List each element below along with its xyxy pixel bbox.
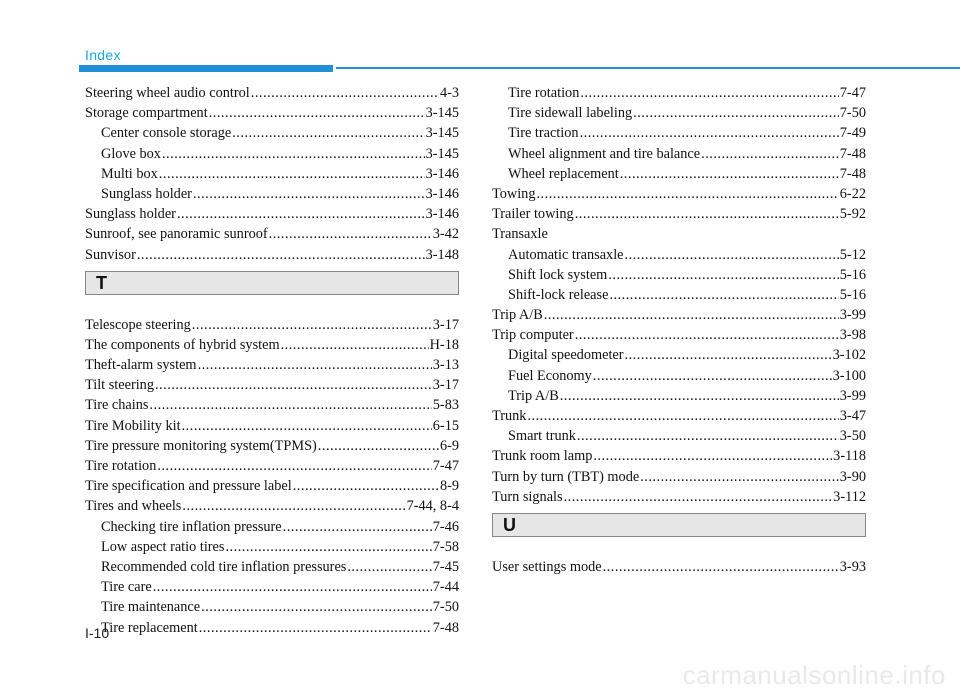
entry-label: Sunvisor [85, 246, 136, 263]
index-entry [492, 224, 866, 244]
section-header-u: U [492, 513, 866, 537]
entry-page-ref: 7-50 [432, 599, 459, 616]
entry-page-ref: 7-49 [839, 125, 866, 142]
index-entry [85, 496, 459, 516]
leader-dots [609, 285, 838, 305]
index-subentry [85, 517, 459, 537]
index-subentry [492, 103, 866, 123]
index-entry [85, 416, 459, 436]
leader-dots [527, 406, 838, 426]
entry-label: Towing [492, 185, 536, 202]
entry-label: Shift-lock release [508, 286, 609, 303]
leader-dots [198, 355, 432, 375]
index-entry [492, 467, 866, 487]
entry-label: Shift lock system [508, 266, 608, 283]
leader-dots [625, 345, 832, 365]
entry-label: Recommended cold tire inflation pressures [101, 558, 347, 575]
entry-label: Tire maintenance [101, 599, 201, 616]
index-subentry [492, 83, 866, 103]
entry-page-ref: 6-9 [439, 437, 459, 454]
leader-dots [149, 395, 431, 415]
leader-dots [544, 305, 839, 325]
index-entry [85, 224, 459, 244]
entry-label: Tire sidewall labeling [508, 105, 633, 122]
entry-page-ref: H-18 [429, 336, 459, 353]
leader-dots [560, 386, 839, 406]
header-bar-thin [336, 67, 960, 69]
index-entry [492, 487, 866, 507]
entry-label: Trunk [492, 408, 527, 424]
index-entry [85, 375, 459, 395]
entry-label: Turn by turn (TBT) mode [492, 468, 640, 485]
entry-page-ref: 3-99 [839, 307, 866, 324]
entry-page-ref: 5-16 [839, 266, 866, 283]
index-entry [85, 83, 459, 103]
entry-page-ref: 7-58 [432, 538, 459, 555]
entry-label: Tire traction [508, 125, 579, 142]
entry-page-ref: 3-146 [425, 185, 459, 202]
entry-label: Theft-alarm system [85, 357, 197, 374]
entry-label: Tire rotation [508, 85, 580, 101]
entry-page-ref: 6-15 [432, 417, 459, 434]
entry-label: Glove box [101, 145, 161, 162]
leader-dots [608, 265, 838, 285]
entry-page-ref: 7-46 [432, 518, 459, 535]
entry-label: Tire Mobility kit [85, 417, 181, 434]
index-title: Index [85, 47, 121, 63]
entry-page-ref: 3-118 [833, 448, 866, 465]
entry-page-ref: 5-83 [432, 397, 459, 414]
leader-dots [640, 467, 839, 487]
entry-page-ref: 7-47 [432, 458, 459, 474]
index-entry [492, 557, 866, 577]
leader-dots [232, 123, 424, 143]
entry-label: Storage compartment [85, 105, 208, 122]
leader-dots [157, 456, 431, 476]
entry-label: Automatic transaxle [508, 246, 624, 263]
index-subentry [85, 537, 459, 557]
entry-page-ref: 3-42 [432, 226, 459, 243]
entry-label: Low aspect ratio tires [101, 538, 225, 555]
entry-label: Tire rotation [85, 458, 157, 474]
leader-dots [620, 164, 839, 184]
leader-dots [318, 436, 439, 456]
leader-dots [159, 164, 425, 184]
leader-dots [251, 83, 439, 103]
entry-page-ref: 3-146 [425, 206, 459, 223]
index-entry [85, 355, 459, 375]
entry-label: Transaxle [492, 226, 548, 243]
entry-label: Sunglass holder [101, 185, 192, 202]
entry-label: Steering wheel audio control [85, 85, 250, 101]
index-entry [492, 325, 866, 345]
index-subentry [492, 426, 866, 446]
entry-label: Wheel alignment and tire balance [508, 145, 701, 162]
index-entry [85, 204, 459, 224]
index-entry [492, 406, 866, 426]
index-column-left [85, 83, 459, 638]
index-subentry [492, 245, 866, 265]
index-entry [492, 184, 866, 204]
section-header-t: T [85, 271, 459, 295]
entry-label: Sunroof, see panoramic sunroof [85, 226, 268, 243]
leader-dots [177, 204, 425, 224]
entry-label: Telescope steering [85, 316, 191, 333]
leader-dots [536, 184, 838, 204]
index-entry [85, 456, 459, 476]
leader-dots [182, 416, 432, 436]
index-subentry [492, 164, 866, 184]
entry-label: Center console storage [101, 125, 232, 142]
entry-label: Tires and wheels [85, 498, 182, 515]
entry-page-ref: 7-48 [839, 145, 866, 162]
entry-label: Tire replacement [101, 619, 198, 636]
index-subentry [85, 577, 459, 597]
entry-page-ref: 7-44, 8-4 [406, 498, 459, 515]
leader-dots [564, 487, 833, 507]
entry-label: Fuel Economy [508, 367, 592, 384]
entry-page-ref: 3-100 [832, 367, 866, 384]
entry-page-ref: 7-48 [839, 165, 866, 182]
entry-page-ref: 3-50 [839, 428, 866, 445]
entry-page-ref: 5-16 [839, 286, 866, 303]
entry-page-ref: 7-44 [432, 579, 459, 596]
index-subentry [85, 557, 459, 577]
page-number: I-10 [85, 625, 110, 641]
entry-label: Trip computer [492, 327, 574, 344]
index-entry [492, 305, 866, 325]
index-entry [85, 335, 459, 355]
entry-label: Trailer towing [492, 206, 574, 223]
entry-page-ref: 3-148 [425, 246, 459, 263]
leader-dots [209, 103, 425, 123]
leader-dots [633, 103, 839, 123]
index-subentry [85, 618, 459, 638]
entry-label: Trip A/B [492, 307, 543, 324]
leader-dots [193, 184, 425, 204]
entry-label: Checking tire inflation pressure [101, 518, 282, 535]
entry-page-ref: 3-17 [432, 377, 459, 394]
leader-dots [153, 577, 432, 597]
entry-page-ref: 3-90 [839, 468, 866, 485]
watermark-text: carmanualsonline.info [682, 660, 946, 690]
entry-label: Trunk room lamp [492, 448, 593, 465]
entry-label: Wheel replacement [508, 165, 619, 182]
entry-page-ref: 7-45 [432, 558, 459, 575]
leader-dots [575, 325, 839, 345]
index-entry [85, 103, 459, 123]
entry-label: The components of hybrid system [85, 336, 280, 353]
leader-dots [293, 476, 439, 496]
entry-label: Sunglass holder [85, 206, 176, 223]
entry-page-ref: 3-13 [432, 357, 459, 374]
leader-dots [269, 224, 432, 244]
index-entry [85, 436, 459, 456]
entry-page-ref: 3-17 [432, 316, 459, 333]
leader-dots [137, 245, 425, 265]
entry-label: Multi box [101, 165, 158, 182]
entry-page-ref: 8-9 [439, 478, 459, 495]
entry-label: Digital speedometer [508, 347, 624, 364]
index-subentry [492, 366, 866, 386]
leader-dots [192, 315, 432, 335]
leader-dots [155, 375, 432, 395]
entry-label: Tire chains [85, 397, 149, 414]
index-subentry [492, 285, 866, 305]
entry-label: Tilt steering [85, 377, 154, 394]
entry-page-ref: 7-48 [432, 619, 459, 636]
leader-dots [199, 618, 432, 638]
index-subentry [492, 345, 866, 365]
leader-dots [625, 245, 839, 265]
entry-page-ref: 5-12 [839, 246, 866, 263]
leader-dots [347, 557, 431, 577]
index-subentry [492, 123, 866, 143]
leader-dots [182, 496, 405, 516]
index-entry [492, 446, 866, 466]
entry-page-ref: 3-145 [425, 105, 459, 122]
entry-page-ref: 5-92 [839, 206, 866, 223]
leader-dots [162, 144, 425, 164]
leader-dots [575, 204, 839, 224]
index-entry [85, 245, 459, 265]
leader-dots [580, 123, 839, 143]
entry-page-ref: 7-50 [839, 105, 866, 122]
entry-label: Smart trunk [508, 428, 576, 445]
entry-page-ref: 3-102 [832, 347, 866, 364]
entry-page-ref: 3-112 [833, 488, 866, 505]
entry-page-ref: 4-3 [439, 85, 459, 101]
leader-dots [593, 446, 832, 466]
entry-page-ref: 3-145 [425, 145, 459, 162]
index-subentry [85, 184, 459, 204]
leader-dots [577, 426, 839, 446]
entry-label: Tire pressure monitoring system(TPMS) [85, 437, 317, 454]
leader-dots [225, 537, 431, 557]
index-entry [492, 204, 866, 224]
entry-page-ref: 3-98 [839, 327, 866, 344]
entry-page-ref: 7-47 [839, 85, 866, 101]
index-entry [85, 395, 459, 415]
entry-label: Tire care [101, 579, 152, 596]
leader-dots [593, 366, 832, 386]
header-bar-thick [79, 65, 333, 72]
leader-dots [201, 597, 432, 617]
leader-dots [283, 517, 432, 537]
leader-dots [701, 144, 839, 164]
index-subentry [492, 144, 866, 164]
entry-page-ref: 6-22 [839, 185, 866, 202]
entry-page-ref: 3-146 [425, 165, 459, 182]
entry-label: Tire specification and pressure label [85, 478, 292, 495]
entry-page-ref: 3-99 [839, 387, 866, 404]
entry-page-ref: 3-145 [425, 125, 459, 142]
index-subentry [85, 123, 459, 143]
index-entry [85, 476, 459, 496]
leader-dots [580, 83, 838, 103]
entry-page-ref: 3-47 [839, 408, 866, 424]
entry-page-ref: 3-93 [839, 558, 866, 575]
index-subentry [492, 386, 866, 406]
index-subentry [85, 597, 459, 617]
leader-dots [603, 557, 839, 577]
index-subentry [492, 265, 866, 285]
entry-label: User settings mode [492, 558, 602, 575]
entry-label: Trip A/B [508, 387, 559, 404]
index-column-right [492, 83, 866, 577]
entry-label: Turn signals [492, 488, 563, 505]
leader-dots [281, 335, 429, 355]
index-entry [85, 315, 459, 335]
index-subentry [85, 144, 459, 164]
index-subentry [85, 164, 459, 184]
